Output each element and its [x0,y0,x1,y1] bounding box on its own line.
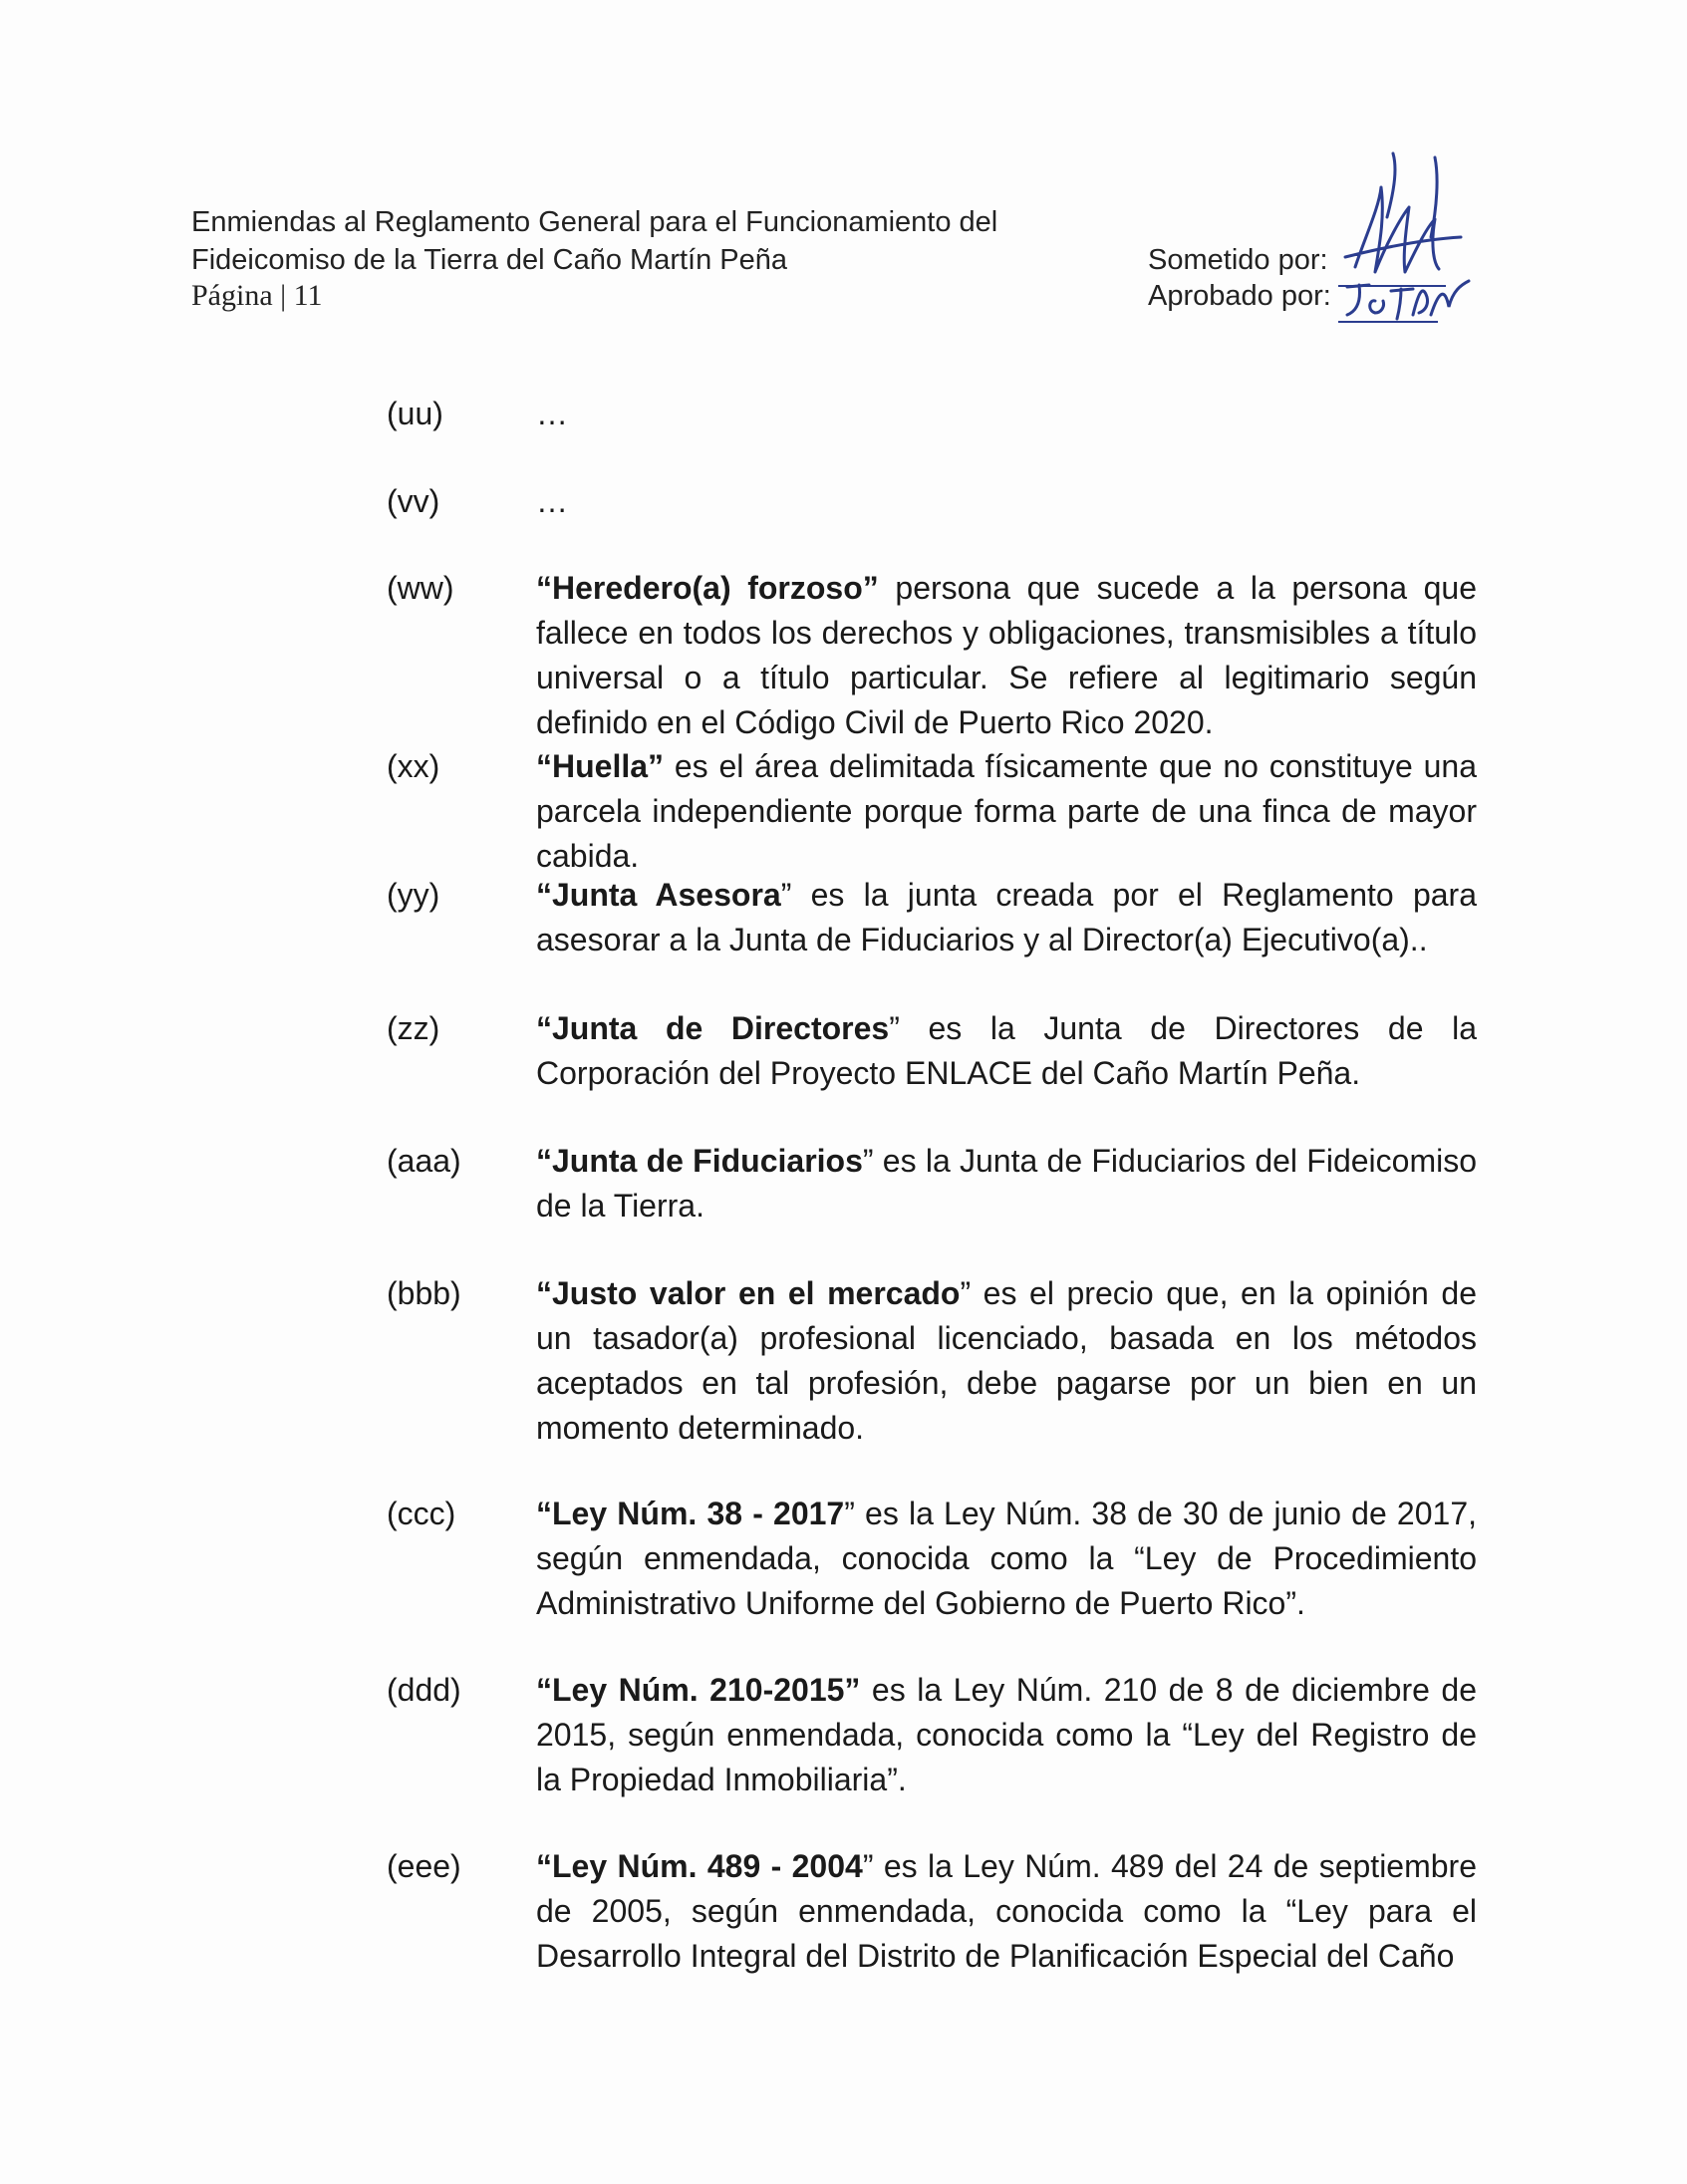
approved-signature-line [1338,321,1438,323]
definition-text: “Justo valor en el mercado” es el precio que, en la opinión de un tasador(a) profesional licenciado, basada en los métodos aceptados en tal profesión, debe pagarse por un bien en un momento determinado. [536,1275,1477,1446]
page-number: Página | 11 [191,279,323,312]
header-title-line2: Fideicomiso de la Tierra del Caño Martín Peña [191,244,788,276]
definition-text: “Ley Núm. 38 - 2017” es la Ley Núm. 38 de 30 de junio de 2017, según enmendada, conocida como la “Ley de Procedimiento Administrativo Uniforme del Gobierno de Puerto Rico”. [536,1496,1478,1621]
definition-label: (vv) [387,483,440,519]
definition-label: (yy) [387,877,440,913]
definition-label: (ccc) [387,1496,456,1531]
definition-label: (aaa) [387,1143,461,1179]
definition-label: (xx) [387,748,440,784]
definition-text: … [536,483,568,519]
definition-label: (eee) [387,1848,461,1884]
definition-label: (ww) [387,570,454,606]
defined-term: “Junta Asesora [536,877,781,913]
definition-text: … [536,396,568,431]
definition-text: “Ley Núm. 210-2015” es la Ley Núm. 210 de 8 de diciembre de 2015, según enmendada, conocida como la “Ley del Registro de la Propiedad Inmobiliaria”. [536,1672,1477,1797]
defined-term: “Junta de Directores [536,1010,890,1046]
definition-label: (zz) [387,1010,440,1046]
definition-text: “Junta Asesora” es la junta creada por el Reglamento para asesorar a la Junta de Fiduciarios y al Director(a) Ejecutivo(a).. [536,877,1478,957]
approved-initials [1339,271,1479,327]
defined-term: “Junta de Fiduciarios [536,1143,863,1179]
defined-term: “Heredero(a) forzoso” [536,570,879,606]
defined-term: “Huella” [536,748,665,784]
definition-text: “Heredero(a) forzoso” persona que sucede a la persona que fallece en todos los derechos y obligaciones, transmisibles a título universal o a título particular. Se refiere al legitimario según definido en el Código Civil de Puerto Rico 2020. [536,570,1478,740]
approved-by-label: Aprobado por: [1148,280,1331,312]
definition-text: “Junta de Directores” es la Junta de Directores de la Corporación del Proyecto ENLACE del Caño Martín Peña. [536,1010,1478,1091]
definition-text: “Junta de Fiduciarios” es la Junta de Fiduciarios del Fideicomiso de la Tierra. [536,1143,1478,1224]
submitted-by-label: Sometido por: [1148,244,1328,276]
defined-term: “Ley Núm. 489 - 2004 [536,1848,863,1884]
definition-label: (uu) [387,396,443,431]
submitted-signature [1335,147,1465,287]
definition-label: (bbb) [387,1275,461,1311]
definition-text: “Ley Núm. 489 - 2004” es la Ley Núm. 489 del 24 de septiembre de 2005, según enmendada, conocida como la “Ley para el Desarrollo Integral del Distrito de Planificación Especial del Caño [536,1848,1478,1974]
defined-term: “Ley Núm. 38 - 2017 [536,1496,845,1531]
header-title-line1: Enmiendas al Reglamento General para el Funcionamiento del [191,206,998,238]
definition-text: “Huella” es el área delimitada físicamente que no constituye una parcela independiente porque forma parte de una finca de mayor cabida. [536,748,1477,874]
defined-term: “Ley Núm. 210-2015” [536,1672,861,1708]
definition-label: (ddd) [387,1672,461,1708]
defined-term: “Justo valor en el mercado [536,1275,961,1311]
